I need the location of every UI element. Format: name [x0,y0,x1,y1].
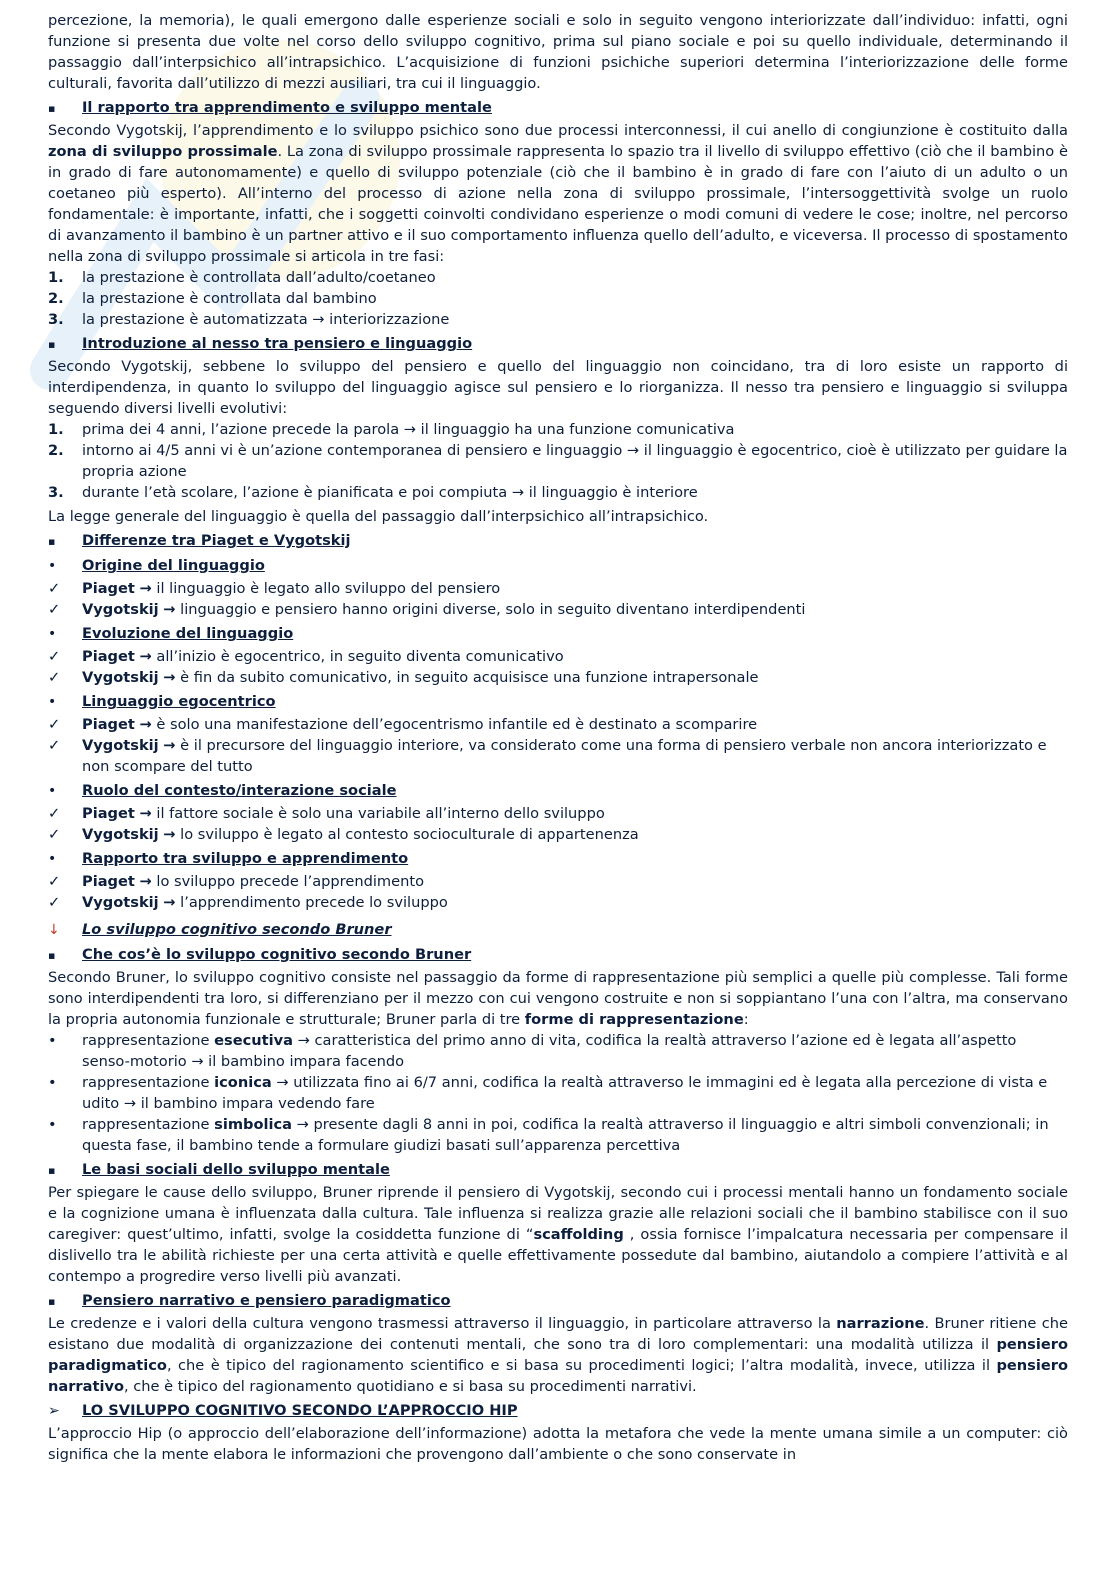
comparison-heading: • Rapporto tra sviluppo e apprendimento [48,848,1068,870]
arrowhead-icon: ➢ [48,1403,60,1419]
square-bullet-icon: ▪ [48,535,56,548]
intro-paragraph: percezione, la memoria), le quali emergono dalle esperienze sociali e solo in seguito vengono interiorizzate dall’individuo: infatti, ogni funzione si presenta due volte nel corso dello sviluppo cognitivo, prima sul piano sociale e poi su quello individuale, determinando il passaggio dall’interpsichico all’intrapsichico. L’acquisizione di funzioni psichiche superiori determina l’interiorizzazione delle forme culturali, favorita dall’utilizzo di mezzi ausiliari, tra cui il linguaggio. [48,12,1068,92]
bullet-icon: • [48,694,57,710]
square-bullet-icon: ▪ [48,1164,56,1177]
comparison-item: ✓ Vygotskij → è il precursore del linguaggio interiore, va considerato come una forma di pensiero verbale non ancora interiorizzato e non scompare del tutto [48,737,1047,775]
list-item: • rappresentazione esecutiva → caratteristica del primo anno di vita, codifica la realtà attraverso l’azione ed è legata all’aspetto senso-motorio → il bambino impara facendo [48,1032,1017,1070]
paragraph: Secondo Bruner, lo sviluppo cognitivo consiste nel passaggio da forme di rappresentazione più semplici a quelle più complesse. Tali forme sono interdipendenti tra loro, si differenziano per il mezzo con cui vengono costruite e non si soppiantano l’una con l’altra, ma conservano la propria autonomia funzionale e strutturale; Bruner parla di tre forme di rappresentazione: [48,969,1068,1028]
list-item: 3. durante l’età scolare, l’azione è pianificata e poi compiuta → il linguaggio è interiore [48,484,698,501]
comparison-item: ✓ Vygotskij → l’apprendimento precede lo sviluppo [48,894,448,911]
check-icon: ✓ [48,826,61,843]
paragraph: Per spiegare le cause dello sviluppo, Bruner riprende il pensiero di Vygotskij, secondo cui i processi mentali hanno un fondamento sociale e la cognizione umana è influenzata dalla cultura. Tale influenza si realizza grazie alle relazioni sociali che il bambino stabilisce con il suo caregiver: quest’ultimo, infatti, svolge la cosiddetta funzione di “scaffolding , ossia fornisce l’impalcatura necessaria per compensare il dislivello tra le abilità richieste per una certa attività e quelle effettivamente possedute dal bambino, aiutandolo a compiere l’attività e al contempo a progredire verso livelli più avanzati. [48,1184,1068,1285]
comparison-heading: • Evoluzione del linguaggio [48,623,1068,645]
section-heading: ▪ Pensiero narrativo e pensiero paradigmatico [48,1290,1068,1312]
down-arrow-icon: ↓ [48,922,60,938]
list-item: 1. prima dei 4 anni, l’azione precede la parola → il linguaggio ha una funzione comunicativa [48,421,735,438]
list-item: 1. la prestazione è controllata dall’adulto/coetaneo [48,269,436,286]
comparison-item: ✓ Vygotskij → linguaggio e pensiero hanno origini diverse, solo in seguito diventano interdipendenti [48,601,806,618]
chapter-heading: ➢ LO SVILUPPO COGNITIVO SECONDO L’APPROCCIO HIP [48,1400,1068,1422]
document-page [48,10,1068,1465]
bullet-icon: • [48,558,57,574]
list-item: • rappresentazione iconica → utilizzata fino ai 6/7 anni, codifica la realtà attraverso le immagini ed è legata alla percezione di vista e udito → il bambino impara vedendo fare [48,1074,1048,1112]
comparison-item: ✓ Piaget → lo sviluppo precede l’apprendimento [48,873,424,890]
paragraph: Secondo Vygotskij, l’apprendimento e lo sviluppo psichico sono due processi interconnessi, il cui anello di congiunzione è costituito dalla zona di sviluppo prossimale. La zona di sviluppo prossimale rappresenta lo spazio tra il livello di sviluppo effettivo (ciò che il bambino è in grado di fare autonomamente) e quello di sviluppo potenziale (ciò che il bambino è in grado di fare con l’aiuto di un adulto o un coetaneo più esperto). All’interno del processo di azione nella zona di sviluppo prossimale, l’intersoggettività svolge un ruolo fondamentale: è importante, infatti, che i soggetti coinvolti condividano esperienze o modi comuni di vedere le cose; inoltre, nel percorso di avanzamento il bambino è un partner attivo e il suo comportamento influenza quello dell’adulto, e viceversa. Il processo di spostamento nella zona di sviluppo prossimale si articola in tre fasi: [48,122,1068,265]
bullet-icon: • [48,626,57,642]
comparison-item: ✓ Piaget → all’inizio è egocentrico, in seguito diventa comunicativo [48,648,564,665]
check-icon: ✓ [48,737,61,754]
check-icon: ✓ [48,580,61,597]
section-heading: ▪ Introduzione al nesso tra pensiero e linguaggio [48,333,1068,355]
square-bullet-icon: ▪ [48,1295,56,1308]
paragraph: Le credenze e i valori della cultura vengono trasmessi attraverso il linguaggio, in particolare attraverso la narrazione. Bruner ritiene che esistano due modalità di organizzazione dei contenuti mentali, che sono tra di loro complementari: una modalità utilizza il pensiero paradigmatico, che è tipico del ragionamento scientifico e si basa su procedimenti logici; l’altra modalità, invece, utilizza il pensiero narrativo, che è tipico del ragionamento quotidiano e si basa su procedimenti narrativi. [48,1315,1068,1395]
check-icon: ✓ [48,601,61,618]
check-icon: ✓ [48,648,61,665]
paragraph: L’approccio Hip (o approccio dell’elaborazione dell’informazione) adotta la metafora che vede la mente umana simile a un computer: ciò significa che la mente elabora le informazioni che provengono dall’ambiente o che sono conservate in [48,1425,1068,1463]
check-icon: ✓ [48,873,61,890]
list-item: 2. intorno ai 4/5 anni vi è un’azione contemporanea di pensiero e linguaggio → il linguaggio è egocentrico, cioè è utilizzato per guidare la propria azione [48,442,1068,480]
section-heading: ▪ Differenze tra Piaget e Vygotskij [48,530,1068,552]
square-bullet-icon: ▪ [48,949,56,962]
paragraph: La legge generale del linguaggio è quella del passaggio dall’interpsichico all’intrapsichico. [48,508,709,525]
check-icon: ✓ [48,669,61,686]
section-heading: ▪ Che cos’è lo sviluppo cognitivo secondo Bruner [48,944,1068,966]
comparison-item: ✓ Vygotskij → lo sviluppo è legato al contesto socioculturale di appartenenza [48,826,639,843]
comparison-heading: • Ruolo del contesto/interazione sociale [48,780,1068,802]
paragraph: Secondo Vygotskij, sebbene lo sviluppo del pensiero e quello del linguaggio non coincidano, tra di loro esiste un rapporto di interdipendenza, in quanto lo sviluppo del linguaggio agisce sul pensiero e lo riorganizza. Il nesso tra pensiero e linguaggio si sviluppa seguendo diversi livelli evolutivi: [48,358,1068,417]
bullet-icon: • [48,1074,57,1091]
list-item: 2. la prestazione è controllata dal bambino [48,290,377,307]
square-bullet-icon: ▪ [48,102,56,115]
bullet-icon: • [48,851,57,867]
square-bullet-icon: ▪ [48,338,56,351]
bullet-icon: • [48,783,57,799]
comparison-heading: • Origine del linguaggio [48,555,1068,577]
check-icon: ✓ [48,716,61,733]
bullet-icon: • [48,1116,57,1133]
comparison-item: ✓ Piaget → è solo una manifestazione dell’egocentrismo infantile ed è destinato a scomparire [48,716,758,733]
comparison-item: ✓ Piaget → il linguaggio è legato allo sviluppo del pensiero [48,580,501,597]
list-item: • rappresentazione simbolica → presente dagli 8 anni in poi, codifica la realtà attraverso il linguaggio e altri simboli convenzionali; in questa fase, il bambino tende a formulare giudizi basati sull’apparenza percettiva [48,1116,1049,1154]
section-heading: ▪ Le basi sociali dello sviluppo mentale [48,1159,1068,1181]
comparison-item: ✓ Piaget → il fattore sociale è solo una variabile all’interno dello sviluppo [48,805,605,822]
check-icon: ✓ [48,894,61,911]
list-item: 3. la prestazione è automatizzata → interiorizzazione [48,311,450,328]
bullet-icon: • [48,1032,57,1049]
chapter-heading: ↓ Lo sviluppo cognitivo secondo Bruner [48,919,1068,941]
check-icon: ✓ [48,805,61,822]
comparison-item: ✓ Vygotskij → è fin da subito comunicativo, in seguito acquisisce una funzione intrapersonale [48,669,759,686]
section-heading: ▪ Il rapporto tra apprendimento e sviluppo mentale [48,97,1068,119]
comparison-heading: • Linguaggio egocentrico [48,691,1068,713]
